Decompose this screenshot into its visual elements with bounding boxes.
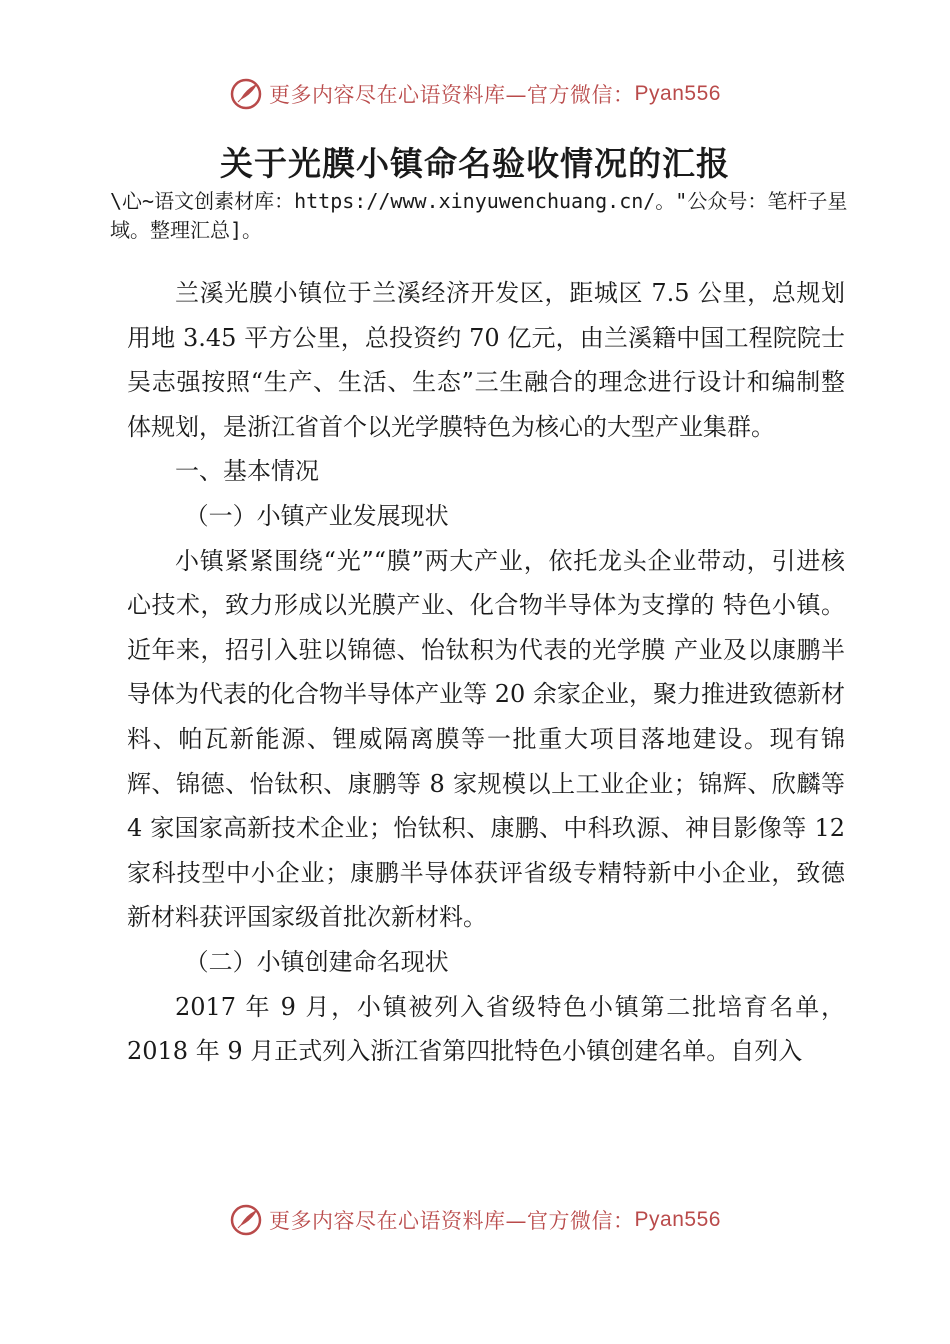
watermark-banner-top: [0, 74, 950, 114]
industry-paragraph: 小镇紧紧围绕“光”“膜”两大产业，依托龙头企业带动，引进核心技术，致力形成以光膜产业、化合物半导体为支撑的 特色小镇。近年来，招引入驻以锦德、怡钛积为代表的光学膜 产业及以康鹏半导体为代表的化合物半导体产业等 20 余家企业，聚力推进致德新材料、帕瓦新能源、锂威隔离膜等一批重大项目落地建设。现有锦辉、锦德、怡钛积、康鹏等 8 家规模以上工业企业；锦辉、欣麟等 4 家国家高新技术企业；怡钛积、康鹏、中科玖源、神目影像等 12 家科技型中小企业；康鹏半导体获评省级专精特新中小企业，致德新材料获评国家级首批次新材料。: [127, 546, 845, 932]
naming-paragraph: 2017 年 9 月，小镇被列入省级特色小镇第二批培育名单，2018 年 9 月正式列入浙江省第四批特色小镇创建名单。自列入: [127, 992, 845, 1066]
subsection-heading: （二）小镇创建命名现状: [184, 947, 449, 976]
quill-logo-icon: [229, 1203, 263, 1237]
watermark-wechat-id: Pyan556: [634, 1208, 721, 1231]
subsection-heading: （一）小镇产业发展现状: [184, 501, 449, 530]
quill-logo-icon: [229, 77, 263, 111]
document-title: 关于光膜小镇命名验收情况的汇报: [220, 144, 730, 183]
watermark-text: 更多内容尽在心语资料库—官方微信：: [269, 83, 635, 107]
intro-paragraph: 兰溪光膜小镇位于兰溪经济开发区，距城区 7.5 公里，总规划用地 3.45 平方公里，总投资约 70 亿元，由兰溪籍中国工程院院士吴志强按照“生产、生活、生态”三生融合的理念进行设计和编制整体规划，是浙江省首个以光学膜特色为核心的大型产业集群。: [127, 279, 845, 441]
section-heading: 一、基本情况: [175, 457, 319, 486]
watermark-wechat-id: Pyan556: [634, 82, 721, 105]
source-note: \心~语文创素材库：https://www.xinyuwenchuang.cn/。"公众号：笔杆子星域。整理汇总]。: [110, 189, 848, 242]
watermark-text: 更多内容尽在心语资料库—官方微信：: [269, 1209, 635, 1233]
watermark-banner-bottom: [0, 1200, 950, 1240]
document-body: [127, 271, 845, 1074]
